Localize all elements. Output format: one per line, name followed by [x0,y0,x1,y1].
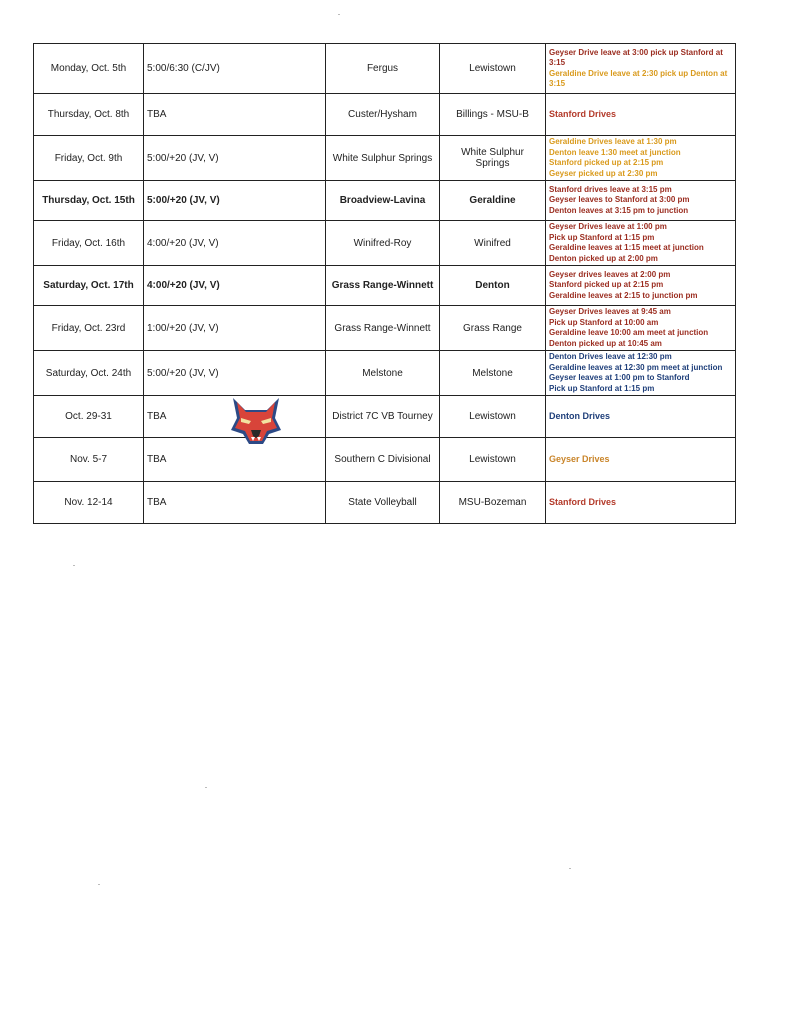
game-date: Monday, Oct. 5th [34,44,144,94]
schedule-row [34,396,736,438]
scan-speck [205,787,207,788]
game-date: Nov. 5-7 [34,438,144,482]
opponent: Winifred-Roy [326,221,440,266]
transportation-line: Geraldine leaves at 1:15 meet at junction [549,243,704,252]
game-time: TBA [144,438,326,482]
opponent: Fergus [326,44,440,94]
game-date: Friday, Oct. 23rd [34,306,144,351]
schedule-row [34,266,736,306]
transportation-line: Pick up Stanford at 1:15 pm [549,232,655,242]
game-date: Friday, Oct. 16th [34,221,144,266]
game-location: Billings - MSU-B [440,94,546,136]
game-location: Winifred [440,221,546,266]
game-location: Grass Range [440,306,546,351]
transportation-notes [546,306,736,351]
transportation-notes [546,44,736,94]
transportation-notes [546,438,736,482]
game-time: 4:00/+20 (JV, V) [144,221,326,266]
schedule-row [34,351,736,396]
transportation-line: Geyser Drive leave at 3:00 pick up Stanford at 3:15 [549,47,723,67]
transportation-notes [546,482,736,524]
transportation-line: Geraldine leaves at 2:15 to junction pm [549,290,698,300]
transportation-line: Geyser Drives leaves at 9:45 am [549,307,671,316]
game-date: Thursday, Oct. 8th [34,94,144,136]
scan-speck [98,884,100,885]
transportation-notes [546,181,736,221]
game-date: Oct. 29-31 [34,396,144,438]
schedule-row [34,482,736,524]
transportation-line: Stanford picked up at 2:15 pm [549,280,664,290]
game-time: 4:00/+20 (JV, V) [144,266,326,306]
transportation-notes [546,221,736,266]
opponent: State Volleyball [326,482,440,524]
transportation-line: Geyser picked up at 2:30 pm [549,168,658,178]
game-date: Friday, Oct. 9th [34,136,144,181]
transportation-line: Pick up Stanford at 1:15 pm [549,383,655,393]
game-location: Lewistown [440,44,546,94]
wolf-mascot-icon [227,396,285,448]
game-time: TBA [144,396,326,438]
schedule-row [34,94,736,136]
game-location: Lewistown [440,438,546,482]
schedule-row [34,44,736,94]
transportation-notes [546,136,736,181]
schedule-row [34,221,736,266]
game-location: Denton [440,266,546,306]
scan-speck [338,14,340,15]
game-location: Geraldine [440,181,546,221]
game-location: MSU-Bozeman [440,482,546,524]
scan-speck [569,868,571,869]
transportation-line: Geyser leaves at 1:00 pm to Stanford [549,373,690,382]
transportation-line: Pick up Stanford at 10:00 am [549,317,659,327]
game-time: 5:00/+20 (JV, V) [144,351,326,396]
game-time: 5:00/6:30 (C/JV) [144,44,326,94]
schedule-row [34,438,736,482]
schedule-body [34,44,736,524]
schedule-table [33,43,736,524]
game-date: Thursday, Oct. 15th [34,181,144,221]
transportation-notes [546,351,736,396]
scan-speck [73,565,75,566]
transportation-line: Geyser leaves to Stanford at 3:00 pm [549,195,690,205]
transportation-line: Denton Drives leave at 12:30 pm [549,352,672,361]
transportation-line: Denton picked up at 2:00 pm [549,253,658,263]
opponent: White Sulphur Springs [326,136,440,181]
transportation-line: Geyser Drives leave at 1:00 pm [549,222,667,231]
opponent: Southern C Divisional [326,438,440,482]
game-time: 5:00/+20 (JV, V) [144,181,326,221]
schedule-row [34,136,736,181]
opponent: Grass Range-Winnett [326,306,440,351]
transportation-notes [546,266,736,306]
opponent: Broadview-Lavina [326,181,440,221]
schedule-row [34,181,736,221]
transportation-notes [546,94,736,136]
game-time: TBA [144,482,326,524]
game-date: Saturday, Oct. 17th [34,266,144,306]
transportation-line: Geraldine leaves at 12:30 pm meet at junction [549,362,723,372]
transportation-line: Denton picked up at 10:45 am [549,338,662,348]
game-time: 1:00/+20 (JV, V) [144,306,326,351]
transportation-line: Geyser Drives [549,454,610,465]
opponent: Grass Range-Winnett [326,266,440,306]
transportation-line: Denton leave 1:30 meet at junction [549,147,681,157]
game-date: Nov. 12-14 [34,482,144,524]
game-location: White Sulphur Springs [440,136,546,181]
transportation-line: Denton leaves at 3:15 pm to junction [549,205,689,215]
transportation-line: Stanford drives leave at 3:15 pm [549,184,672,194]
transportation-line: Geyser drives leaves at 2:00 pm [549,269,671,279]
game-time: TBA [144,94,326,136]
transportation-line: Geraldine Drive leave at 2:30 pick up Denton at 3:15 [549,68,728,88]
opponent: District 7C VB Tourney [326,396,440,438]
game-location: Melstone [440,351,546,396]
game-time: 5:00/+20 (JV, V) [144,136,326,181]
game-date: Saturday, Oct. 24th [34,351,144,396]
opponent: Melstone [326,351,440,396]
transportation-line: Stanford Drives [549,109,617,120]
transportation-line: Stanford Drives [549,497,617,508]
schedule-row [34,306,736,351]
opponent: Custer/Hysham [326,94,440,136]
transportation-notes [546,396,736,438]
transportation-line: Geraldine leave 10:00 am meet at junction [549,328,709,337]
game-location: Lewistown [440,396,546,438]
transportation-line: Denton Drives [549,411,611,422]
transportation-line: Stanford picked up at 2:15 pm [549,158,664,167]
transportation-line: Geraldine Drives leave at 1:30 pm [549,137,677,146]
